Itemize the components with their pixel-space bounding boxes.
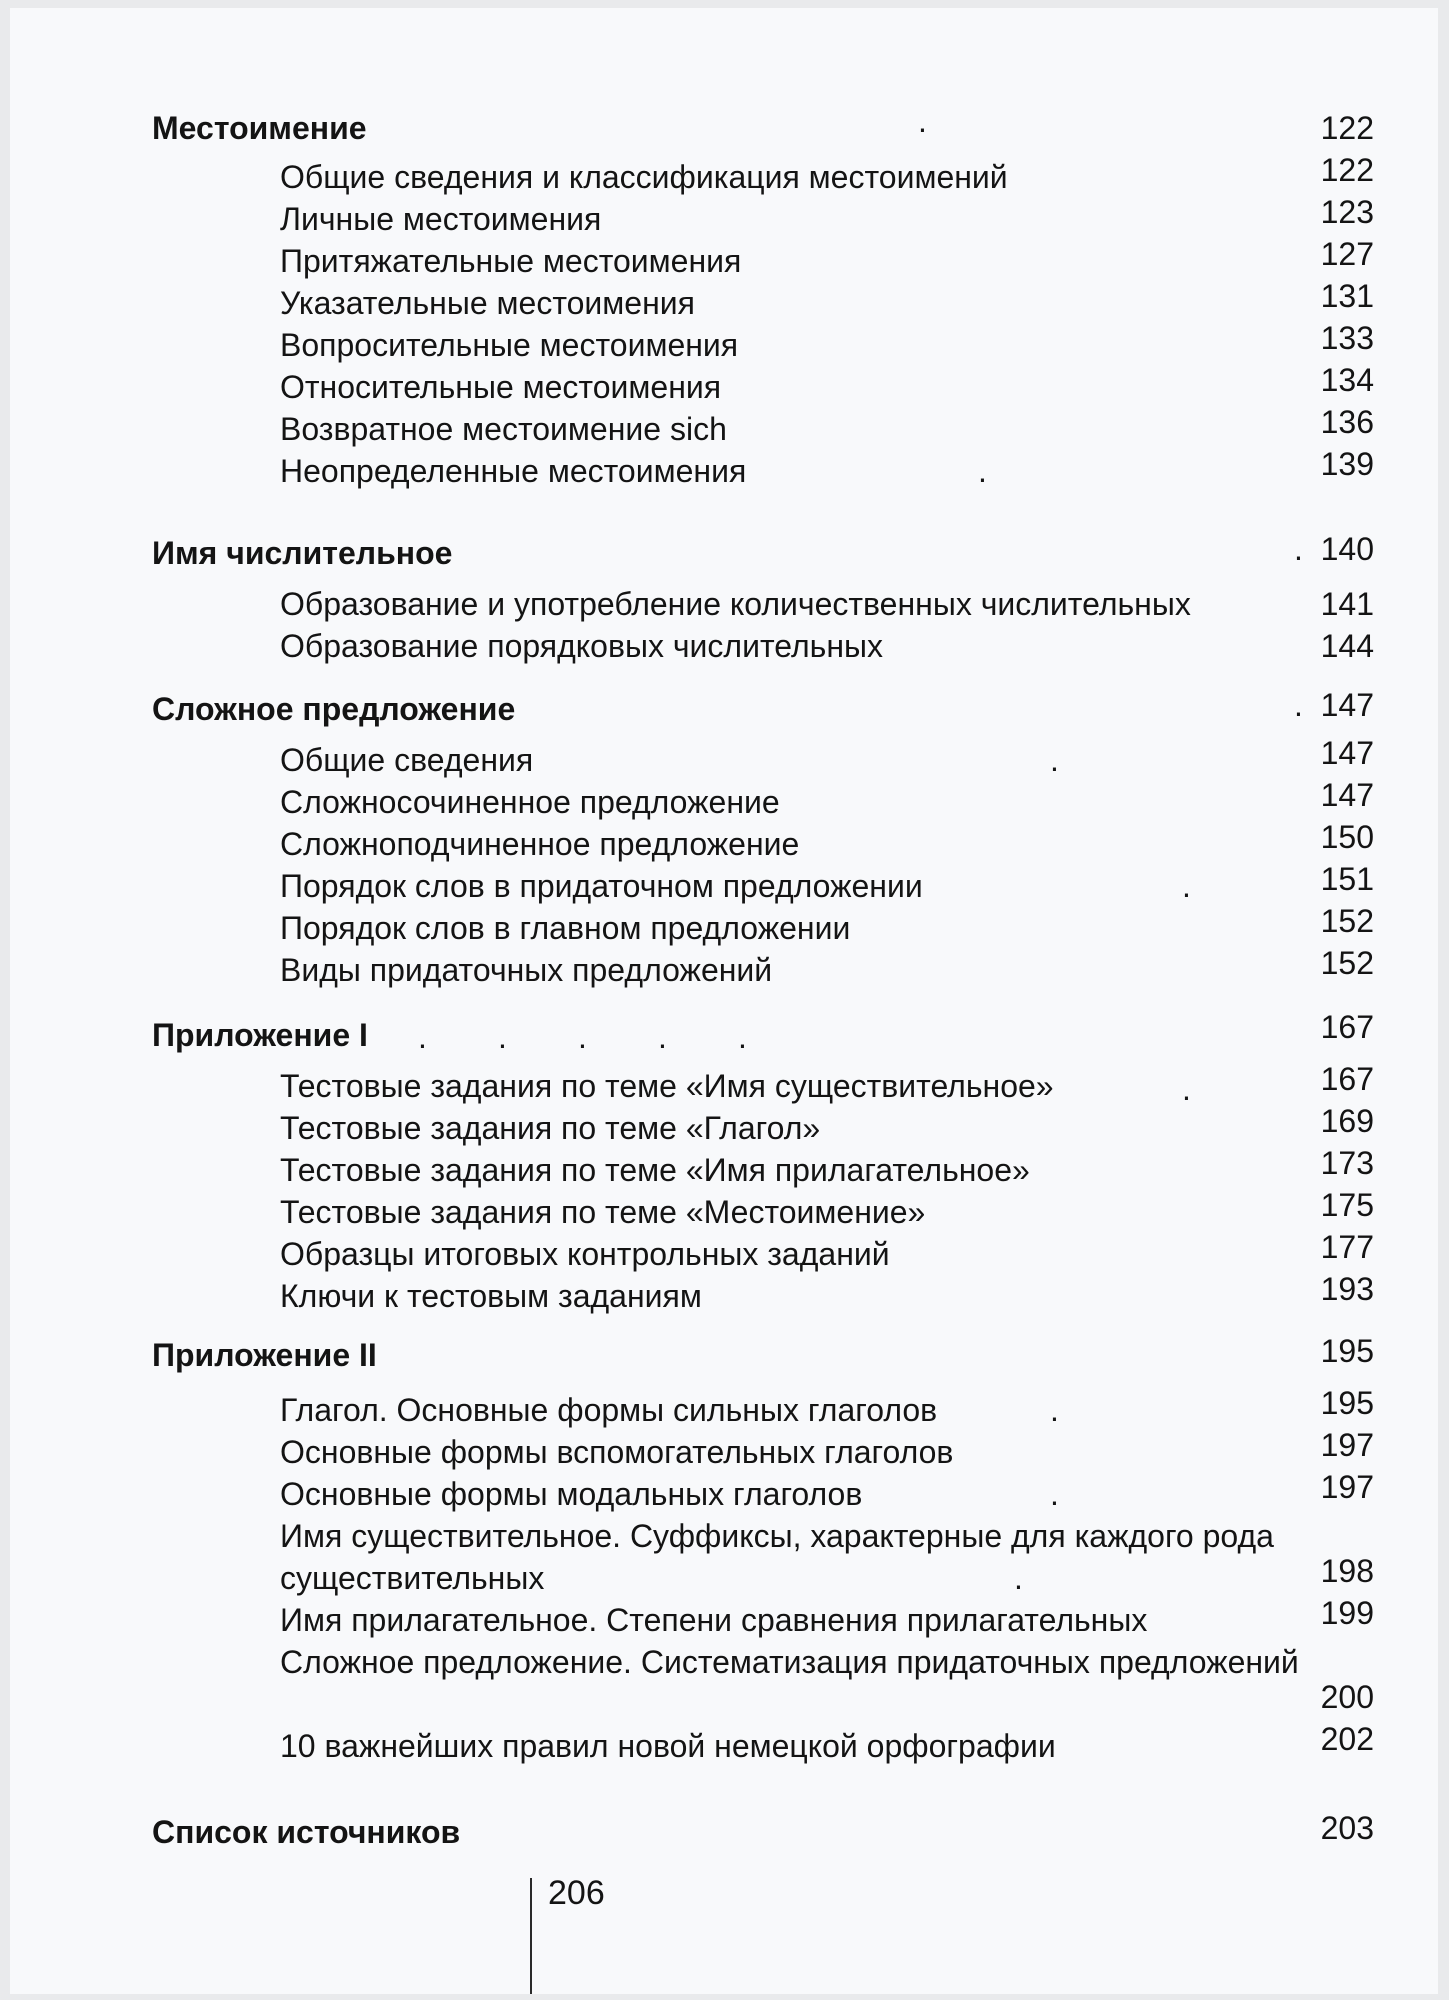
- toc-item-page: 195: [1320, 1385, 1374, 1421]
- toc-item: Образование порядковых числительных: [280, 628, 883, 664]
- toc-item-page: 193: [1320, 1271, 1374, 1307]
- toc-item-page: 177: [1320, 1229, 1374, 1265]
- toc-item: Относительные местоимения: [280, 369, 722, 405]
- toc-section-title: Список источников: [152, 1814, 461, 1850]
- toc-item: Глагол. Основные формы сильных глаголов: [280, 1392, 938, 1428]
- toc-item: Порядок слов в придаточном предложении: [280, 868, 923, 904]
- leader-dot: .: [1294, 531, 1303, 567]
- toc-section-title: Сложное предложение: [152, 691, 516, 727]
- toc-item-page: 127: [1320, 236, 1374, 272]
- toc-item-page: 144: [1320, 628, 1374, 664]
- toc-section-title: Имя числительное: [152, 535, 453, 571]
- toc-item-page: 152: [1320, 945, 1374, 981]
- leader-dot: .: [1182, 1071, 1191, 1107]
- toc-item-page: 197: [1320, 1427, 1374, 1463]
- leader-dot: .: [1050, 1392, 1059, 1428]
- toc-item-page: 169: [1320, 1103, 1374, 1139]
- toc-item-page: 133: [1320, 320, 1374, 356]
- toc-section-page: 195: [1320, 1333, 1374, 1369]
- toc-item: Общие сведения и классификация местоимений: [280, 159, 1008, 195]
- toc-item: Имя прилагательное. Степени сравнения прилагательных: [280, 1602, 1148, 1638]
- table-of-contents: [10, 8, 1438, 1994]
- toc-item: Тестовые задания по теме «Глагол»: [280, 1110, 821, 1146]
- toc-item-page: 150: [1320, 819, 1374, 855]
- toc-item-page: 139: [1320, 446, 1374, 482]
- leader-dot: .: [1182, 868, 1191, 904]
- toc-item: Ключи к тестовым заданиям: [280, 1278, 702, 1314]
- toc-section-title: Приложение I: [152, 1017, 368, 1053]
- toc-section-page: 140: [1320, 531, 1374, 567]
- leader-dot: .: [578, 1019, 587, 1055]
- toc-item: Тестовые задания по теме «Имя прилагательное»: [280, 1152, 1030, 1188]
- toc-section-page: 167: [1320, 1009, 1374, 1045]
- toc-item-page: 202: [1320, 1721, 1374, 1757]
- toc-item: Тестовые задания по теме «Имя существительное»: [280, 1068, 1054, 1104]
- leader-dot: .: [658, 1019, 667, 1055]
- toc-item-page: 147: [1320, 735, 1374, 771]
- leader-dot: .: [918, 103, 927, 139]
- toc-item: Порядок слов в главном предложении: [280, 910, 851, 946]
- toc-item: Основные формы модальных глаголов: [280, 1476, 863, 1512]
- page-number: 206: [548, 1874, 605, 1912]
- toc-section-title: Местоимение: [152, 110, 367, 146]
- toc-item: Притяжательные местоимения: [280, 243, 742, 279]
- toc-section-page: 122: [1320, 110, 1374, 146]
- leader-dot: .: [418, 1019, 427, 1055]
- footer-divider: [530, 1878, 532, 1994]
- toc-section-title: Приложение II: [152, 1337, 377, 1373]
- toc-item-page: 167: [1320, 1061, 1374, 1097]
- toc-item: 10 важнейших правил новой немецкой орфографии: [280, 1728, 1056, 1764]
- toc-item-page: 134: [1320, 362, 1374, 398]
- toc-item: Сложносочиненное предложение: [280, 784, 780, 820]
- toc-section-page: 147: [1320, 687, 1374, 723]
- toc-item: Указательные местоимения: [280, 285, 695, 321]
- toc-item-page: 131: [1320, 278, 1374, 314]
- leader-dot: .: [1014, 1560, 1023, 1596]
- toc-item-page: 199: [1320, 1595, 1374, 1631]
- toc-item: Имя существительное. Суффиксы, характерные для каждого рода существительных: [280, 1518, 1274, 1596]
- toc-item: Неопределенные местоимения: [280, 453, 747, 489]
- leader-dot: .: [1294, 687, 1303, 723]
- leader-dot: .: [1050, 1476, 1059, 1512]
- toc-item-page: 175: [1320, 1187, 1374, 1223]
- toc-item: Вопросительные местоимения: [280, 327, 739, 363]
- toc-item-page: 173: [1320, 1145, 1374, 1181]
- leader-dot: .: [498, 1019, 507, 1055]
- toc-item: Личные местоимения: [280, 201, 602, 237]
- leader-dot: .: [978, 453, 987, 489]
- toc-item: Образцы итоговых контрольных заданий: [280, 1236, 890, 1272]
- toc-item-page: 200: [1320, 1679, 1374, 1715]
- toc-item-page: 123: [1320, 194, 1374, 230]
- leader-dot: .: [1050, 742, 1059, 778]
- leader-dot: .: [738, 1019, 747, 1055]
- toc-item-page: 198: [1320, 1553, 1374, 1589]
- toc-item-page: 197: [1320, 1469, 1374, 1505]
- toc-item: Виды придаточных предложений: [280, 952, 773, 988]
- toc-item-page: 136: [1320, 404, 1374, 440]
- book-page: [10, 8, 1438, 1994]
- toc-item: Возвратное местоимение sich: [280, 411, 727, 447]
- toc-item-page: 147: [1320, 777, 1374, 813]
- toc-item-page: 122: [1320, 152, 1374, 188]
- toc-item: Тестовые задания по теме «Местоимение»: [280, 1194, 926, 1230]
- toc-item-page: 151: [1320, 861, 1374, 897]
- toc-item: Сложное предложение. Систематизация придаточных предложений: [280, 1644, 1299, 1680]
- toc-item: Сложноподчиненное предложение: [280, 826, 800, 862]
- toc-item-page: 152: [1320, 903, 1374, 939]
- toc-section-page: 203: [1320, 1810, 1374, 1846]
- toc-item: Основные формы вспомогательных глаголов: [280, 1434, 954, 1470]
- toc-item: Образование и употребление количественных числительных: [280, 586, 1191, 622]
- toc-item: Общие сведения: [280, 742, 534, 778]
- toc-item-page: 141: [1320, 586, 1374, 622]
